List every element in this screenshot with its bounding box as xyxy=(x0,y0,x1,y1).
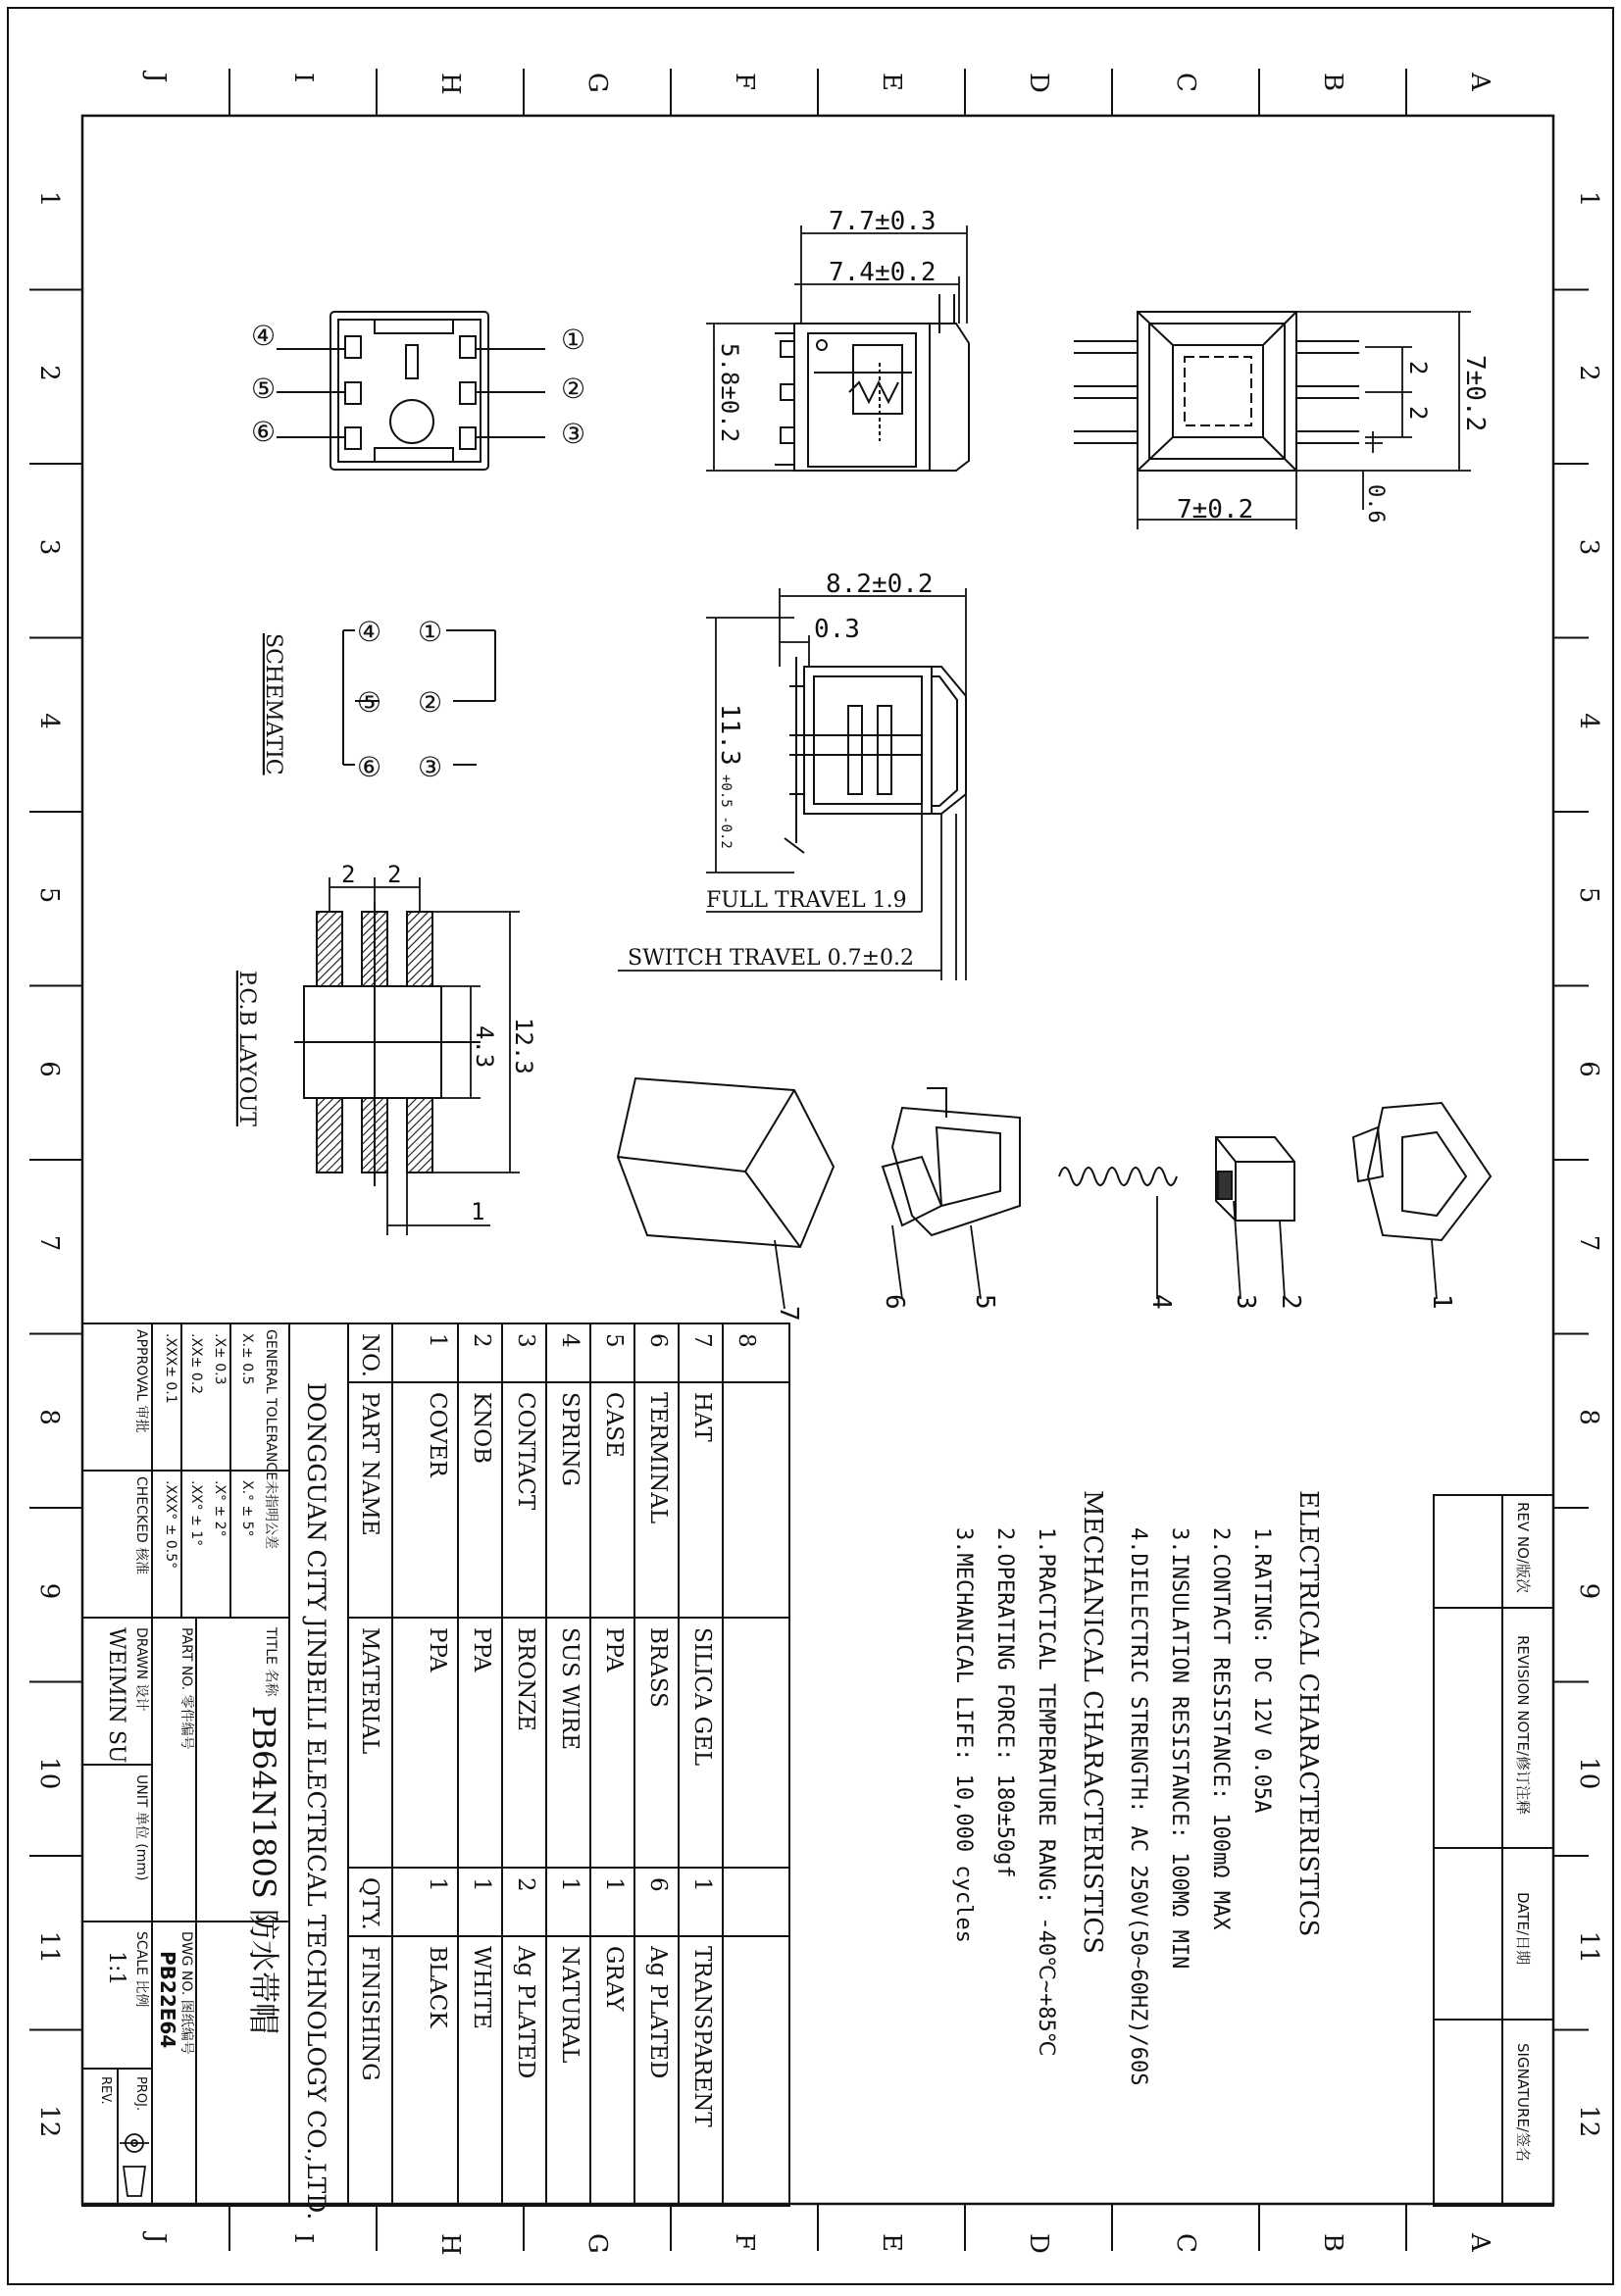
border-col-label-right: 5 xyxy=(1574,886,1603,904)
border-row-label-bottom: F xyxy=(730,2233,759,2252)
checked-label: CHECKED 核准 xyxy=(133,1476,149,1575)
border-col-label-right: 3 xyxy=(1574,538,1603,556)
border-row-label-bottom: B xyxy=(1318,2233,1347,2253)
scale-value: 1:1 xyxy=(104,1951,128,1986)
border-row-label-bottom: G xyxy=(583,2233,612,2254)
bom-cell-name: CONTACT xyxy=(513,1392,538,1511)
drawn-value: WEIMIN SU xyxy=(104,1627,128,1764)
border-col-label-right: 7 xyxy=(1574,1234,1603,1252)
top-pin-2: ② xyxy=(561,373,586,405)
callout-5: 5 xyxy=(970,1294,999,1310)
border-row-label-bottom: D xyxy=(1024,2233,1053,2254)
top-pin-5: ⑤ xyxy=(251,373,277,405)
projection-symbol-icon xyxy=(120,2134,149,2196)
title-label: TITLE 名称 xyxy=(263,1627,279,1697)
rev-label: REV. xyxy=(98,2076,113,2105)
border-row-label-top: F xyxy=(730,73,759,91)
border-col-label-left: 1 xyxy=(34,190,64,208)
bom-cell-material: PPA xyxy=(425,1627,450,1672)
dim-5-8: 5.8±0.2 xyxy=(716,343,743,443)
front-view xyxy=(775,294,969,471)
approval-label: APPROVAL 审批 xyxy=(133,1329,149,1433)
border-col-label-left: 12 xyxy=(34,2105,64,2138)
bom-cell-name: KNOB xyxy=(469,1392,494,1465)
bom-cell-no: 2 xyxy=(469,1333,494,1348)
bom-cell-qty: 1 xyxy=(557,1877,583,1892)
exploded-parts xyxy=(618,1078,1491,1247)
border-row-label-top: D xyxy=(1024,73,1053,93)
schematic-label: SCHEMATIC xyxy=(261,633,285,775)
callout-6: 6 xyxy=(880,1294,909,1310)
border-col-label-right: 10 xyxy=(1574,1757,1603,1790)
drawn-label: DRAWN 设计 xyxy=(133,1627,149,1712)
border-row-label-bottom: I xyxy=(288,2233,318,2244)
border-col-label-left: 8 xyxy=(34,1409,64,1425)
schematic-pin-1: ① xyxy=(418,616,443,648)
schematic-pin-6: ⑥ xyxy=(357,751,382,783)
border-row-label-top: C xyxy=(1171,73,1200,92)
border-row-label-top: G xyxy=(583,73,612,93)
mechanical-item-2: 2.OPERATING FORCE: 180±50gf xyxy=(992,1527,1017,1878)
dim-2-side-b: 2 xyxy=(1404,406,1432,421)
bom-cell-qty: 2 xyxy=(513,1877,538,1892)
electrical-item-1: 1.RATING: DC 12V 0.05A xyxy=(1249,1527,1274,1814)
border-col-label-left: 11 xyxy=(34,1930,64,1964)
schematic-pin-2: ② xyxy=(418,686,443,719)
callout-7: 7 xyxy=(774,1306,803,1322)
bom-cell-finishing: Ag PLATED xyxy=(513,1946,538,2079)
bom-cell-qty: 6 xyxy=(645,1877,671,1892)
schematic-pin-3: ③ xyxy=(418,751,443,783)
border-col-label-right: 4 xyxy=(1574,713,1603,729)
proj-label: PROJ. xyxy=(133,2076,148,2112)
border-row-label-bottom: C xyxy=(1171,2233,1200,2253)
mechanical-title: MECHANICAL CHARACTERISTICS xyxy=(1078,1490,1107,1955)
dim-7-4: 7.4±0.2 xyxy=(829,258,937,287)
bom-cell-finishing: GRAY xyxy=(601,1946,627,2012)
pcb-dim-2a: 2 xyxy=(341,861,356,888)
dim-11-3: 11.3 xyxy=(715,704,744,766)
bom-cell-qty: 1 xyxy=(689,1877,715,1892)
rev-header-note: REVISION NOTE/修订注释 xyxy=(1514,1635,1532,1816)
bom-cell-material: BRASS xyxy=(645,1627,671,1708)
border-row-label-top: B xyxy=(1318,73,1347,92)
border-row-label-bottom: J xyxy=(141,2233,171,2244)
border-row-label-top: E xyxy=(877,73,906,91)
bom-header-cell: FINISHING xyxy=(357,1946,382,2081)
bom-header-cell: NO. xyxy=(357,1333,382,1377)
bom-cell-finishing: TRANSPARENT xyxy=(689,1946,715,2127)
tol-1: X.± 0.5 xyxy=(239,1333,255,1385)
bom-cell-qty: 1 xyxy=(469,1877,494,1892)
bom-cell-material: BRONZE xyxy=(513,1627,538,1731)
title-value: PB64N180S 防水带帽 xyxy=(245,1706,282,2034)
dwg-no-value: PB22E64 xyxy=(156,1951,179,2049)
pcb-layout xyxy=(294,902,481,1186)
bom-cell-no: 5 xyxy=(601,1333,627,1348)
bom-cell-finishing: BLACK xyxy=(425,1946,450,2028)
electrical-item-2: 2.CONTACT RESISTANCE: 100mΩ MAX xyxy=(1208,1527,1233,1930)
border-row-label-top: A xyxy=(1465,73,1494,91)
border-col-label-right: 9 xyxy=(1574,1582,1603,1600)
bom-cell-qty: 1 xyxy=(425,1877,450,1892)
dim-2-side-a: 2 xyxy=(1404,361,1432,375)
pcb-dim-2b: 2 xyxy=(387,861,402,888)
bom-cell-material: PPA xyxy=(601,1627,627,1672)
bom-cell-material: SILICA GEL xyxy=(689,1627,715,1767)
bom-cell-material: PPA xyxy=(469,1627,494,1672)
bom-cell-name: HAT xyxy=(689,1392,715,1442)
border-col-label-left: 4 xyxy=(34,713,64,729)
tol-5: X.° ± 5° xyxy=(239,1480,255,1537)
border-row-label-top: J xyxy=(141,73,171,83)
border-row-label-top: I xyxy=(288,73,318,83)
dim-7-7: 7.7±0.3 xyxy=(829,207,937,236)
border-col-label-right: 2 xyxy=(1574,365,1603,381)
bom-cell-no: 8 xyxy=(734,1333,759,1348)
scale-label: SCALE 比例 xyxy=(133,1931,149,2008)
schematic-pin-4: ④ xyxy=(357,616,382,648)
border-col-label-right: 1 xyxy=(1574,190,1603,208)
pcb-dim-4-3: 4.3 xyxy=(471,1025,498,1069)
dim-7-side-b: 7±0.2 xyxy=(1177,495,1254,524)
bom-header-cell: PART NAME xyxy=(357,1392,382,1536)
bom-cell-name: CASE xyxy=(601,1392,627,1458)
dwg-no-label: DWG NO. 图纸编号 xyxy=(178,1931,194,2055)
border-row-label-bottom: E xyxy=(877,2233,906,2252)
bom-cell-no: 1 xyxy=(425,1333,450,1348)
company-name: DONGGUAN CITY JINBEILI ELECTRICAL TECHNOLOGY CO.,LTD. xyxy=(302,1382,330,2221)
dim-8-2: 8.2±0.2 xyxy=(826,570,934,599)
border-row-label-top: H xyxy=(435,73,465,95)
bom-cell-no: 3 xyxy=(513,1333,538,1348)
bom-cell-name: COVER xyxy=(425,1392,450,1477)
bom-cell-no: 4 xyxy=(557,1333,583,1348)
dim-11-3-tol: +0.5 -0.2 xyxy=(718,774,734,849)
pcb-dim-1: 1 xyxy=(471,1198,485,1225)
bom-header-cell: QTY. xyxy=(357,1877,382,1930)
callout-4: 4 xyxy=(1146,1294,1176,1310)
border-col-label-right: 12 xyxy=(1574,2105,1603,2138)
rev-header-date: DATE/日期 xyxy=(1514,1892,1532,1966)
border-col-label-left: 6 xyxy=(34,1061,64,1077)
bom-cell-no: 7 xyxy=(689,1333,715,1348)
bom-cell-material: SUS WIRE xyxy=(557,1627,583,1751)
switch-travel-label: SWITCH TRAVEL 0.7±0.2 xyxy=(628,946,915,971)
tol-6: .X° ± 2° xyxy=(212,1480,228,1537)
tol-2: .X± 0.3 xyxy=(212,1333,228,1385)
top-pin-4: ④ xyxy=(251,320,277,352)
callout-3: 3 xyxy=(1231,1294,1260,1310)
tolerance-title: GENERAL TOLERANCE未指明公差 xyxy=(263,1329,279,1550)
top-pin-3: ③ xyxy=(561,418,586,450)
dim-0-3: 0.3 xyxy=(814,615,860,644)
callout-1: 1 xyxy=(1427,1294,1456,1310)
rev-header-signature: SIGNATURE/签名 xyxy=(1514,2043,1532,2162)
bom-cell-finishing: Ag PLATED xyxy=(645,1946,671,2079)
electrical-title: ELECTRICAL CHARACTERISTICS xyxy=(1293,1490,1323,1937)
bom-cell-finishing: WHITE xyxy=(469,1946,494,2029)
rev-header-no: REV NO/版次 xyxy=(1514,1502,1532,1594)
full-travel-label: FULL TRAVEL 1.9 xyxy=(706,888,907,913)
border-row-label-bottom: H xyxy=(435,2233,465,2256)
top-pin-6: ⑥ xyxy=(251,416,277,448)
tol-7: .XX° ± 1° xyxy=(188,1480,204,1547)
side-view xyxy=(1074,312,1359,471)
revision-block xyxy=(1434,1495,1553,2206)
border-col-label-right: 11 xyxy=(1574,1930,1603,1964)
tol-3: .XX± 0.2 xyxy=(188,1333,204,1395)
bom-cell-name: SPRING xyxy=(557,1392,583,1487)
dim-0-6: 0.6 xyxy=(1363,484,1388,524)
border-col-label-right: 6 xyxy=(1574,1061,1603,1077)
tol-4: .XXX± 0.1 xyxy=(163,1333,178,1404)
bom-cell-finishing: NATURAL xyxy=(557,1946,583,2064)
callout-2: 2 xyxy=(1276,1294,1305,1310)
pcb-dim-12-3: 12.3 xyxy=(510,1018,537,1074)
section-view-dims xyxy=(618,588,966,980)
part-no-label: PART NO. 零件编号 xyxy=(178,1627,194,1750)
tol-8: .XXX° ± 0.5° xyxy=(163,1480,178,1570)
border-col-label-left: 5 xyxy=(34,886,64,904)
border-col-label-right: 8 xyxy=(1574,1409,1603,1425)
mechanical-item-3: 3.MECHANICAL LIFE: 10,000 cycles xyxy=(951,1527,976,1943)
dim-7-side-a: 7±0.2 xyxy=(1460,355,1490,432)
bom-cell-name: TERMINAL xyxy=(645,1392,671,1524)
bom-table xyxy=(357,1333,759,2127)
section-view xyxy=(785,657,966,853)
pcb-label: P.C.B LAYOUT xyxy=(234,971,259,1126)
border-col-label-left: 10 xyxy=(34,1757,64,1790)
border-col-label-left: 2 xyxy=(34,365,64,381)
electrical-item-3: 3.INSULATION RESISTANCE: 100MΩ MIN xyxy=(1167,1527,1191,1970)
border-col-label-left: 9 xyxy=(34,1582,64,1600)
bom-cell-qty: 1 xyxy=(601,1877,627,1892)
bom-header-cell: MATERIAL xyxy=(357,1627,382,1755)
electrical-item-4: 4.DIELECTRIC STRENGTH: AC 250V(50~60HZ)/60S xyxy=(1126,1527,1150,2086)
border-col-label-left: 3 xyxy=(34,538,64,556)
schematic-pin-5: ⑤ xyxy=(357,686,382,719)
bom-cell-no: 6 xyxy=(645,1333,671,1348)
mechanical-item-1: 1.PRACTICAL TEMPERATURE RANG: -40℃~+85℃ xyxy=(1034,1527,1058,2057)
unit-label: UNIT 单位 (mm) xyxy=(133,1774,149,1881)
top-pin-1: ① xyxy=(561,324,586,356)
border-col-label-left: 7 xyxy=(34,1234,64,1252)
callout-leaders xyxy=(775,1196,1437,1309)
border-row-label-bottom: A xyxy=(1465,2233,1494,2252)
top-view xyxy=(277,312,545,470)
